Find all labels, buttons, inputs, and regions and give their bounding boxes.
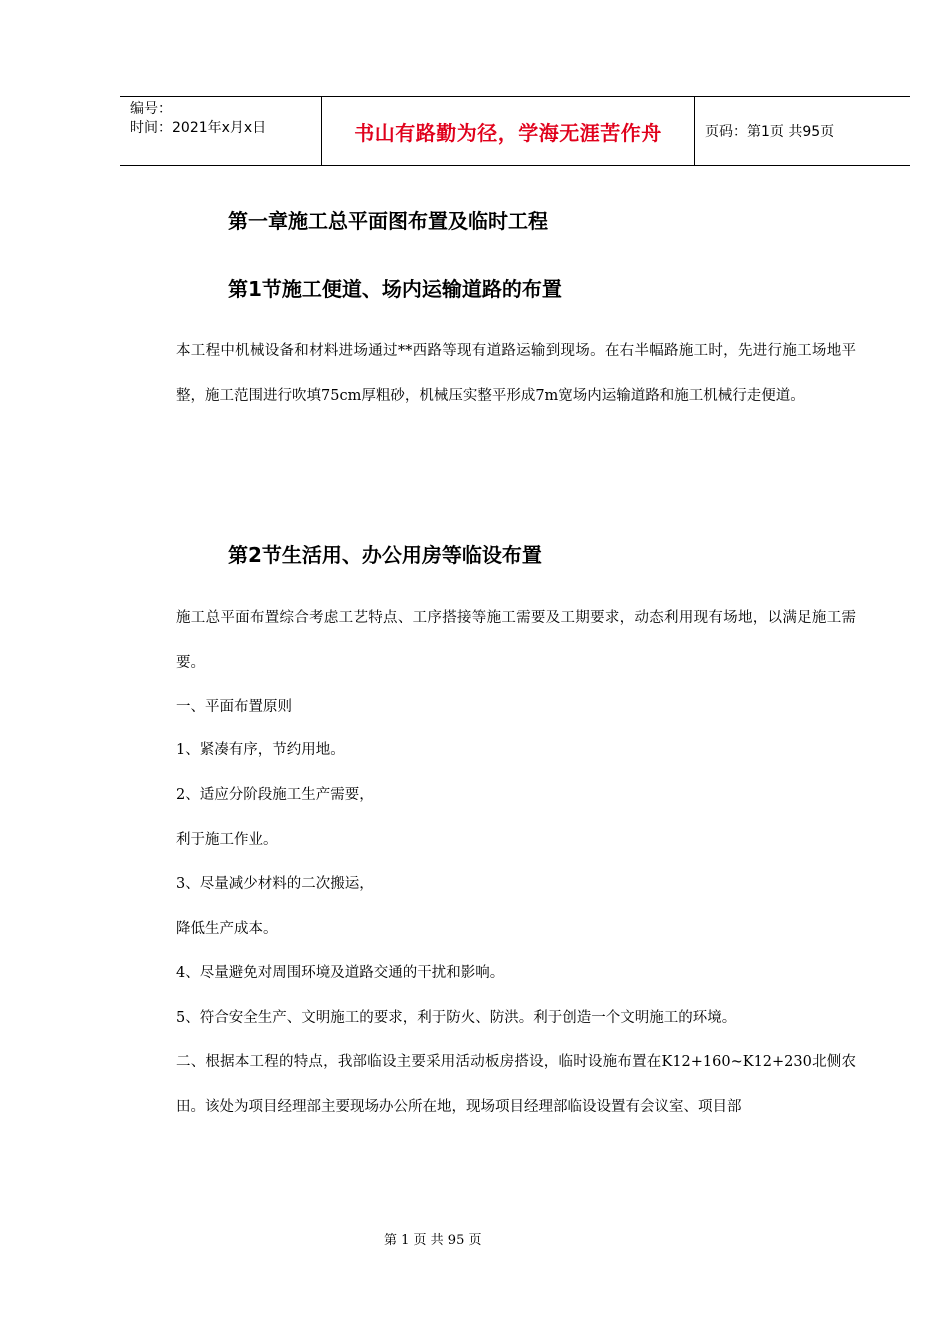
header-meta: [120, 97, 321, 165]
time-label: 时间：2021年x月x日: [130, 120, 267, 136]
page-header: [120, 96, 910, 166]
list-item: 4、尽量避免对周围环境及道路交通的干扰和影响。: [176, 965, 505, 981]
section1-paragraph: 本工程中机械设备和材料进场通过**西路等现有道路运输到现场。在右半幅路施工时，先进行施工场地平整，施工范围进行吹填75cm厚粗砂，机械压实整平形成7m宽场内运输道路和施工机械行走便道。: [176, 343, 856, 404]
list-item: 3、尽量减少材料的二次搬运，: [176, 876, 374, 892]
chapter-title: 第一章施工总平面图布置及临时工程: [228, 209, 548, 233]
list-item: 一、平面布置原则: [176, 699, 292, 715]
list-item: 5、符合安全生产、文明施工的要求，利于防火、防洪。利于创造一个文明施工的环境。: [176, 1010, 737, 1026]
page-footer: 第 1 页 共 95 页: [384, 1233, 482, 1248]
section2-title: 第2节生活用、办公用房等临设布置: [228, 543, 542, 567]
section2-paragraph2: 二、根据本工程的特点，我部临设主要采用活动板房搭设，临时设施布置在K12+160~K12+230北侧农田。该处为项目经理部主要现场办公所在地，现场项目经理部临设设置有会议室、项目部: [176, 1054, 856, 1115]
list-item: 降低生产成本。: [176, 921, 278, 937]
section2-paragraph: 施工总平面布置综合考虑工艺特点、工序搭接等施工需要及工期要求，动态利用现有场地，以满足施工需要。: [176, 610, 856, 671]
section1-title: 第1节施工便道、场内运输道路的布置: [228, 277, 562, 301]
list-item: 利于施工作业。: [176, 832, 278, 848]
number-label: 编号：: [130, 101, 172, 117]
list-item: 1、紧凑有序，节约用地。: [176, 742, 345, 758]
header-page-info: 页码：第1页 共95页: [705, 124, 835, 140]
list-item: 2、适应分阶段施工生产需要，: [176, 787, 374, 803]
header-motto: 书山有路勤为径，学海无涯苦作舟: [321, 97, 695, 165]
